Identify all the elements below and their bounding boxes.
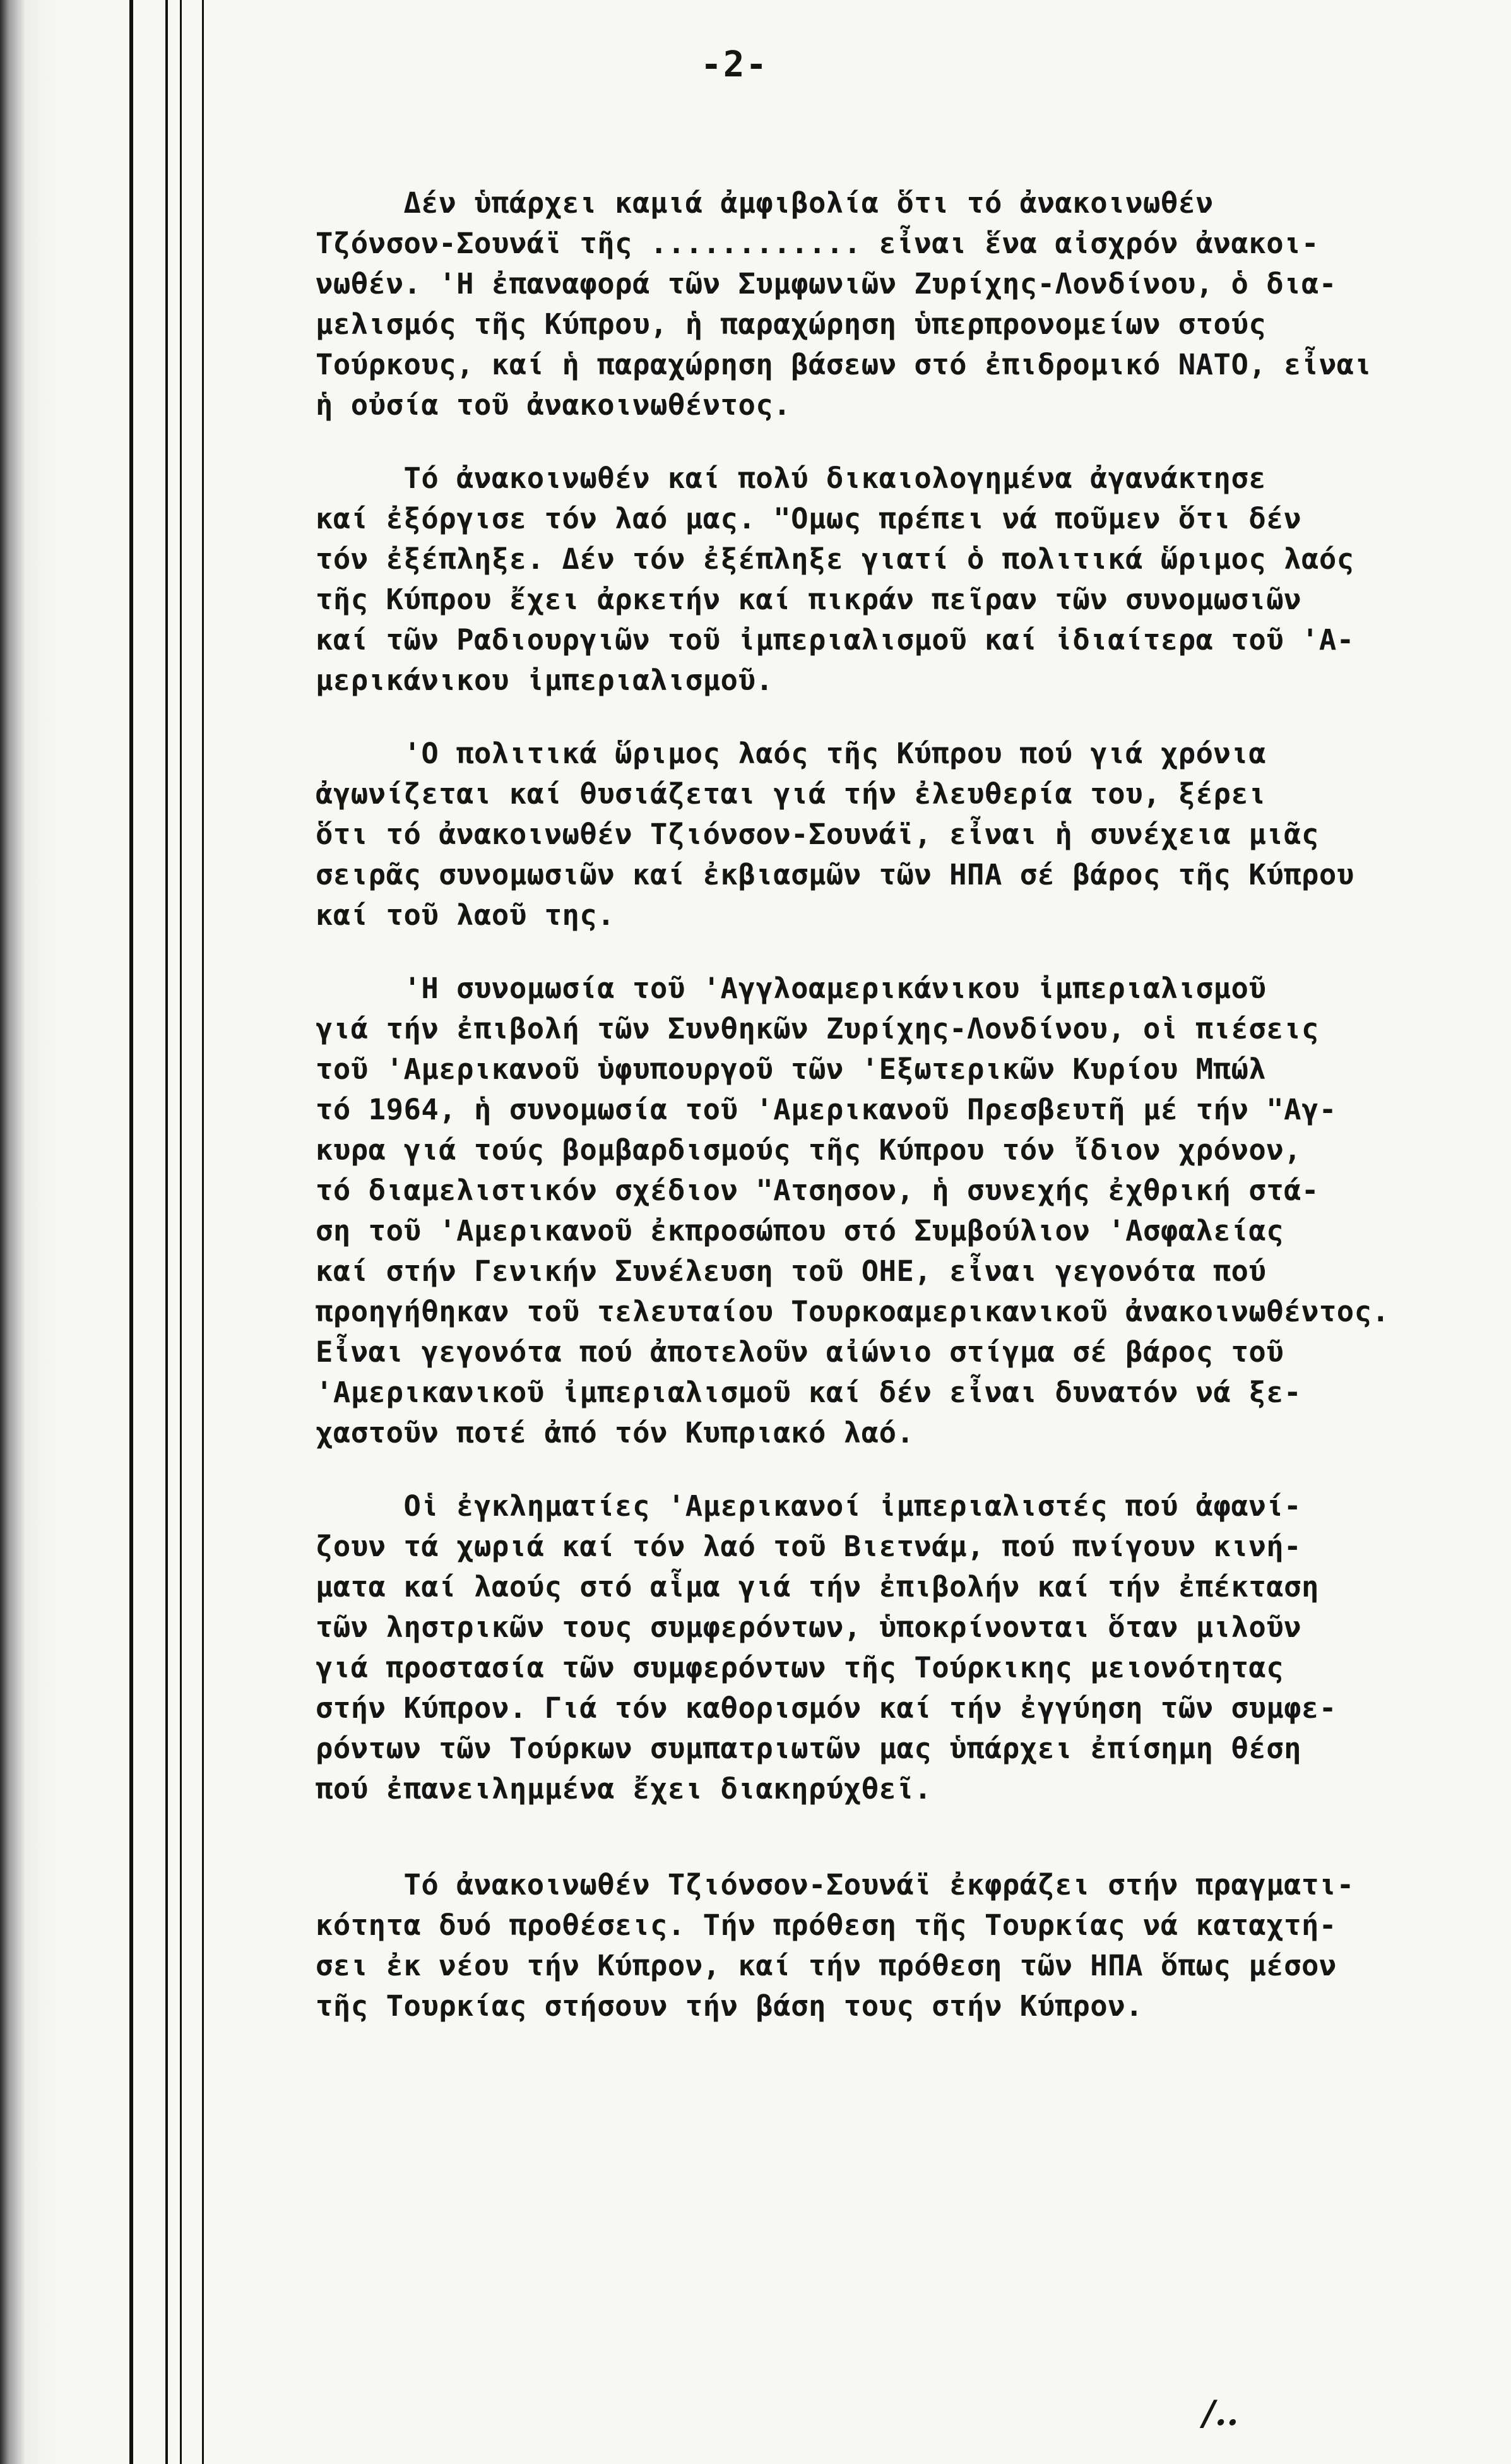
text-line: τόν ἐξέπληξε. Δέν τόν ἐξέπληξε γιατί ὁ πολιτικά ὥριμος λαός	[316, 542, 1354, 576]
text-line: ζουν τά χωριά καί τόν λαό τοῦ Βιετνάμ, πού πνίγουν κινή-	[316, 1530, 1302, 1563]
scan-edge-line	[180, 0, 182, 2464]
scan-edge-line	[129, 0, 133, 2464]
text-line: ὅτι τό ἀνακοινωθέν Τζιόνσον-Σουνάϊ, εἶναι ἡ συνέχεια μιᾶς	[316, 818, 1319, 851]
text-line: τό 1964, ἡ συνομωσία τοῦ 'Αμερικανοῦ Πρεσβευτῆ μέ τήν "Αγ-	[316, 1093, 1337, 1126]
text-line: 'Η συνομωσία τοῦ 'Αγγλοαμερικάνικου ἰμπεριαλισμοῦ	[316, 972, 1267, 1005]
scan-margin	[0, 0, 227, 2464]
paragraph	[316, 734, 1490, 936]
text-line: καί τῶν Ραδιουργιῶν τοῦ ἰμπεριαλισμοῦ καί ἰδιαίτερα τοῦ 'Α-	[316, 623, 1354, 657]
text-line: ρόντων τῶν Τούρκων συμπατριωτῶν μας ὑπάρχει ἐπίσημη θέση	[316, 1732, 1302, 1765]
scan-edge-line	[165, 0, 168, 2464]
text-line: κότητα δυό προθέσεις. Τήν πρόθεση τῆς Τουρκίας νά καταχτή-	[316, 1908, 1337, 1942]
text-line: τῶν ληστρικῶν τους συμφερόντων, ὑποκρίνονται ὅταν μιλοῦν	[316, 1610, 1302, 1644]
paragraph	[316, 1486, 1490, 1809]
text-line: ἡ οὐσία τοῦ ἀνακοινωθέντος.	[316, 388, 791, 422]
scan-edge-line	[202, 0, 204, 2464]
text-line: Τό ἀνακοινωθέν Τζιόνσον-Σουνάϊ ἐκφράζει στήν πραγματι-	[316, 1868, 1354, 1902]
text-line: Τό ἀνακοινωθέν καί πολύ δικαιολογημένα ἀγανάκτησε	[316, 461, 1267, 495]
paragraph	[316, 458, 1490, 701]
text-line: τό διαμελιστικόν σχέδιον "Ατσησον, ἡ συνεχής ἐχθρική στά-	[316, 1174, 1319, 1207]
text-line: προηγήθηκαν τοῦ τελευταίου Τουρκοαμερικανικοῦ ἀνακοινωθέντος.	[316, 1295, 1390, 1328]
text-line: νωθέν. 'Η ἐπαναφορά τῶν Συμφωνιῶν Ζυρίχης-Λονδίνου, ὁ δια-	[316, 267, 1337, 301]
text-line: καί ἐξόργισε τόν λαό μας. "Ομως πρέπει νά ποῦμεν ὅτι δέν	[316, 502, 1302, 535]
text-line: γιά προστασία τῶν συμφερόντων τῆς Τούρκικης μειονότητας	[316, 1651, 1284, 1684]
text-line: Εἶναι γεγονότα πού ἀποτελοῦν αἰώνιο στίγμα σέ βάρος τοῦ	[316, 1335, 1284, 1369]
text-line: Οἱ ἐγκληματίες 'Αμερικανοί ἰμπεριαλιστές πού ἀφανί-	[316, 1489, 1302, 1523]
text-line: γιά τήν ἐπιβολή τῶν Συνθηκῶν Ζυρίχης-Λονδίνου, οἱ πιέσεις	[316, 1012, 1319, 1045]
text-line: Τούρκους, καί ἡ παραχώρηση βάσεων στό ἐπιδρομικό ΝΑΤΟ, εἶναι	[316, 348, 1372, 381]
text-line: Τζόνσον-Σουνάϊ τῆς ............ εἶναι ἕνα αἰσχρόν ἀνακοι-	[316, 227, 1319, 260]
text-line: ματα καί λαούς στό αἷμα γιά τήν ἐπιβολήν καί τήν ἐπέκταση	[316, 1570, 1319, 1604]
text-line: κυρα γιά τούς βομβαρδισμούς τῆς Κύπρου τόν ἴδιον χρόνον,	[316, 1133, 1302, 1167]
text-line: μελισμός τῆς Κύπρου, ἡ παραχώρηση ὑπερπρονομείων στούς	[316, 307, 1267, 341]
text-line: Δέν ὑπάρχει καμιά ἀμφιβολία ὅτι τό ἀνακοινωθέν	[316, 186, 1214, 220]
text-line: πού ἐπανειλημμένα ἔχει διακηρύχθεῖ.	[316, 1772, 932, 1806]
text-line: στήν Κύπρον. Γιά τόν καθορισμόν καί τήν ἐγγύηση τῶν συμφε-	[316, 1691, 1337, 1725]
text-line: 'Αμερικανικοῦ ἰμπεριαλισμοῦ καί δέν εἶναι δυνατόν νά ξε-	[316, 1376, 1302, 1409]
text-line: τοῦ 'Αμερικανοῦ ὑφυπουργοῦ τῶν 'Εξωτερικῶν Κυρίου Μπώλ	[316, 1052, 1267, 1086]
paragraph	[316, 968, 1490, 1453]
text-line: 'Ο πολιτικά ὥριμος λαός τῆς Κύπρου πού γιά χρόνια	[316, 737, 1267, 770]
text-line: σειρᾶς συνομωσιῶν καί ἐκβιασμῶν τῶν ΗΠΑ σέ βάρος τῆς Κύπρου	[316, 858, 1354, 891]
text-line: τῆς Κύπρου ἔχει ἀρκετήν καί πικράν πεῖραν τῶν συνομωσιῶν	[316, 583, 1302, 616]
text-line: καί στήν Γενικήν Συνέλευση τοῦ ΟΗΕ, εἶναι γεγονότα πού	[316, 1254, 1267, 1288]
paragraph	[316, 1865, 1490, 2027]
document-body	[316, 183, 1490, 2027]
page-number: -2-	[701, 44, 769, 85]
text-line: καί τοῦ λαοῦ της.	[316, 898, 615, 932]
text-line: ση τοῦ 'Αμερικανοῦ ἐκπροσώπου στό Συμβούλιον 'Ασφαλείας	[316, 1214, 1284, 1247]
text-line: χαστοῦν ποτέ ἀπό τόν Κυπριακό λαό.	[316, 1416, 915, 1449]
text-line: τῆς Τουρκίας στήσουν τήν βάση τους στήν Κύπρον.	[316, 1989, 1143, 2023]
continuation-mark: /..	[1202, 2393, 1239, 2433]
text-line: ἀγωνίζεται καί θυσιάζεται γιά τήν ἐλευθερία του, ξέρει	[316, 777, 1267, 811]
text-line: σει ἐκ νέου τήν Κύπρον, καί τήν πρόθεση τῶν ΗΠΑ ὅπως μέσον	[316, 1949, 1337, 1982]
text-line: μερικάνικου ἰμπεριαλισμοῦ.	[316, 664, 774, 697]
paragraph	[316, 183, 1490, 426]
